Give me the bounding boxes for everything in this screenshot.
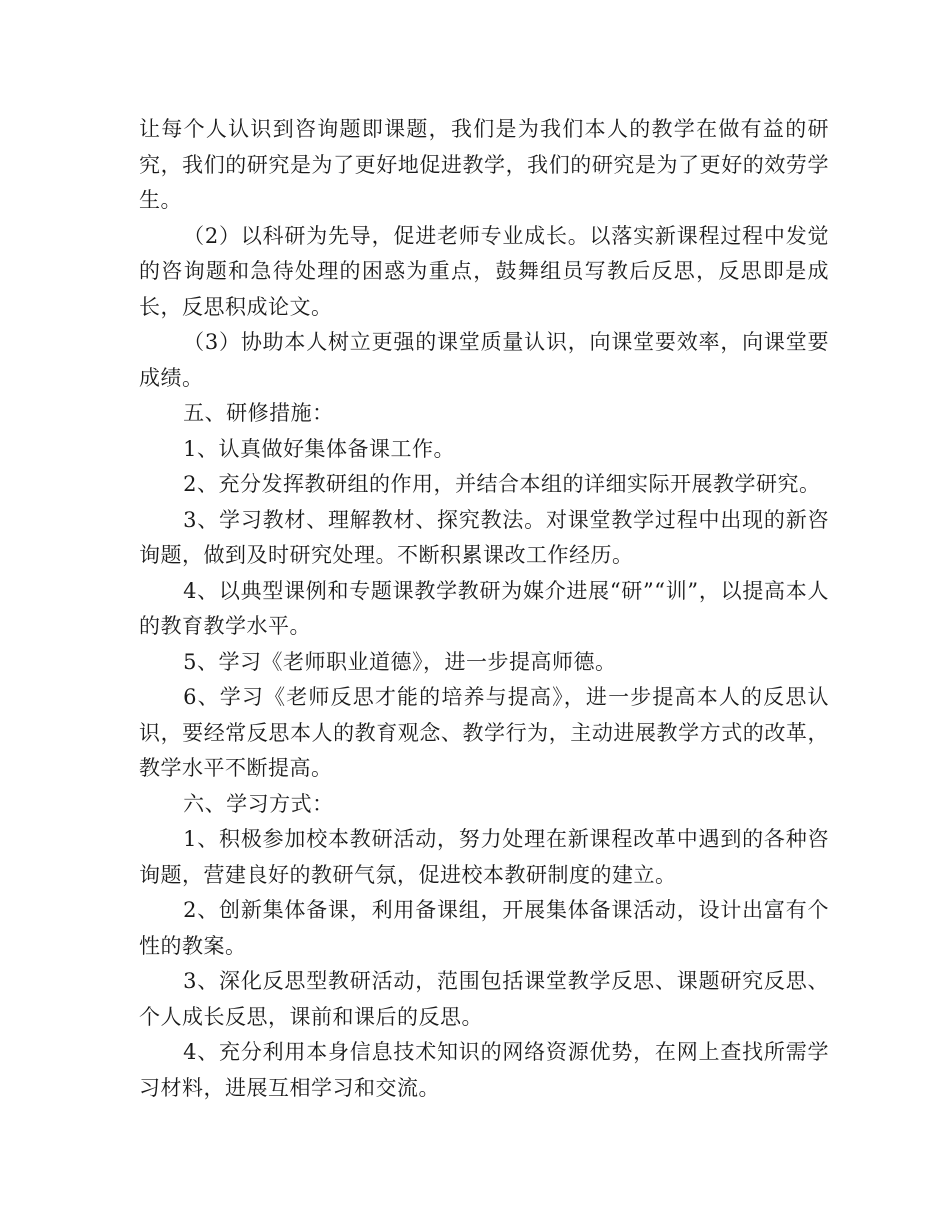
measure-item-2: 2、充分发挥教研组的作用，并结合本组的详细实际开展教学研究。 [183,472,821,496]
paragraph-continued: 让每个人认识到咨询题即课题，我们是为我们本人的教学在做有益的研究，我们的研究是为了更好地促进教学，我们的研究是为了更好的效劳学生。 [139,117,829,212]
section-heading-learning-methods: 六、学习方式： [183,791,334,816]
measure-item-1: 1、认真做好集体备课工作。 [183,436,455,461]
method-item-2: 2、创新集体备课，利用备课组，开展集体备课活动，设计出富有个性的教案。 [139,898,829,958]
document-body [139,112,829,1106]
paragraph-item-2: （2）以科研为先导，促进老师专业成长。以落实新课程过程中发觉的咨询题和急待处理的困惑为重点，鼓舞组员写教后反思，反思即是成长，反思积成论文。 [139,223,829,319]
method-item-1: 1、积极参加校本教研活动，努力处理在新课程改革中遇到的各种咨询题，营建良好的教研气氛，促进校本教研制度的建立。 [139,827,829,887]
method-item-3: 3、深化反思型教研活动，范围包括课堂教学反思、课题研究反思、个人成长反思，课前和课后的反思。 [139,969,829,1029]
section-heading-measures: 五、研修措施： [183,401,334,425]
measure-item-4: 4、以典型课例和专题课教学教研为媒介进展“研”“训”，以提高本人的教育教学水平。 [139,578,829,638]
measure-item-5: 5、学习《老师职业道德》，进一步提高师德。 [183,649,617,674]
paragraph-item-3: （3）协助本人树立更强的课堂质量认识，向课堂要效率，向课堂要成绩。 [139,330,829,390]
method-item-4: 4、充分利用本身信息技术知识的网络资源优势，在网上查找所需学习材料，进展互相学习和交流。 [139,1040,829,1100]
measure-item-3: 3、学习教材、理解教材、探究教法。对课堂教学过程中出现的新咨询题，做到及时研究处理。不断积累课改工作经历。 [139,507,829,567]
measure-item-6: 6、学习《老师反思才能的培养与提高》，进一步提高本人的反思认识，要经常反思本人的教育观念、教学行为，主动进展教学方式的改革，教学水平不断提高。 [139,685,829,780]
